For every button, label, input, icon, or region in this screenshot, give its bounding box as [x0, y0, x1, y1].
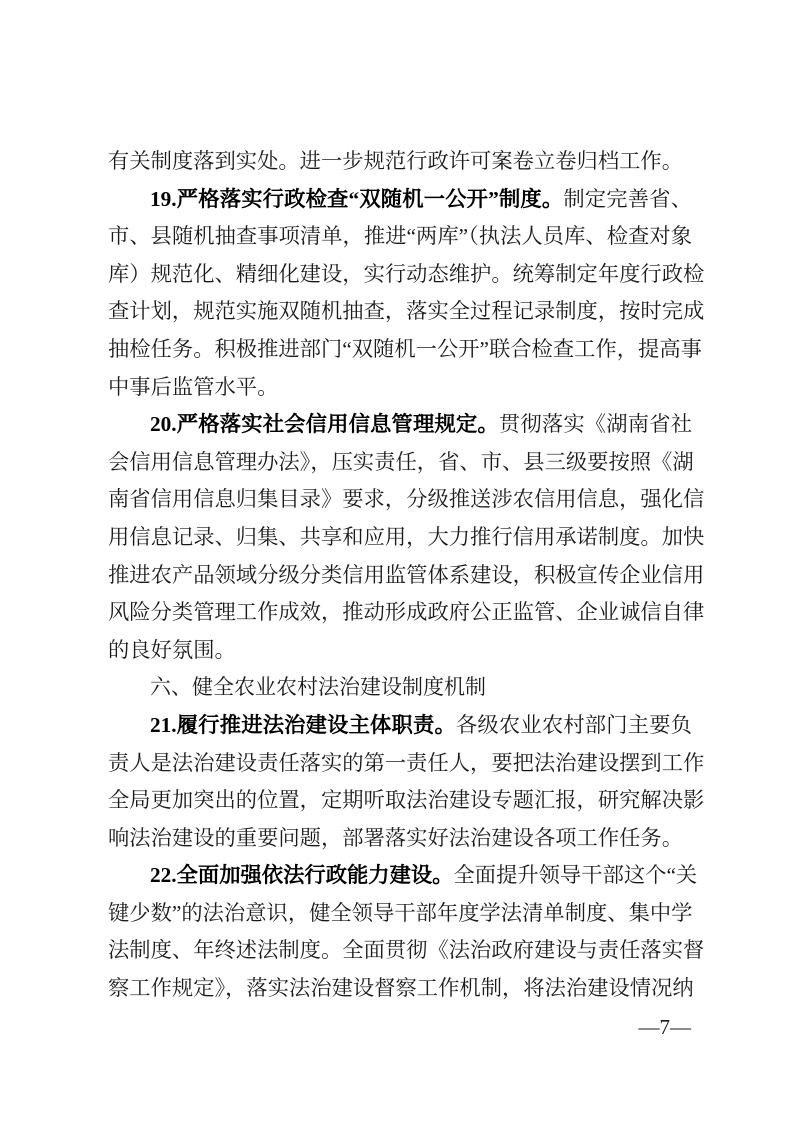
text-line	[108, 594, 705, 632]
line-text: 库）规范化、精细化建设，实行动态维护。统筹制定年度行政检	[108, 261, 705, 286]
item-title: 22.全面加强依法行政能力建设。	[150, 863, 454, 888]
text-line	[108, 820, 692, 858]
item-title: 19.严格落实行政检查“双随机一公开”制度。	[150, 186, 564, 211]
line-text: 用信息记录、归集、共享和应用，大力推行信用承诺制度。加快	[108, 524, 705, 549]
line-text: 察工作规定》，落实法治建设督察工作机制，将法治建设情况纳	[108, 976, 694, 1001]
line-text: 各级农业农村部门主要负	[455, 712, 692, 737]
section-heading	[108, 669, 692, 707]
line-text: 会信用信息管理办法》，压实责任，省、市、县三级要按照《湖	[108, 449, 694, 474]
text-line	[108, 707, 692, 745]
text-line	[108, 782, 705, 820]
text-line	[108, 256, 705, 294]
line-text: 风险分类管理工作成效，推动形成政府公正监管、企业诚信自律	[108, 600, 705, 625]
text-line	[108, 632, 692, 670]
text-line	[108, 181, 692, 219]
line-text: 键少数”的法治意识，健全领导干部年度学法清单制度、集中学	[108, 900, 693, 925]
text-line	[108, 143, 692, 181]
line-text: 制定完善省、	[563, 186, 692, 211]
line-text: 法制度、年终述法制度。全面贯彻《法治政府建设与责任落实督	[108, 938, 705, 963]
line-text: 有关制度落到实处。进一步规范行政许可案卷立卷归档工作。	[108, 149, 684, 173]
document-body	[108, 143, 705, 1008]
text-line	[108, 444, 692, 482]
text-line	[108, 481, 705, 519]
text-line	[108, 932, 705, 970]
text-line	[108, 331, 702, 369]
text-line	[108, 895, 692, 933]
line-text: 响法治建设的重要问题，部署落实好法治建设各项工作任务。	[108, 825, 684, 850]
line-text: 全局更加突出的位置，定期听取法治建设专题汇报，研究解决影	[108, 788, 705, 813]
item-title: 20.严格落实社会信用信息管理规定。	[150, 412, 499, 437]
line-text: 中事后监管水平。	[108, 374, 279, 399]
text-line	[108, 745, 705, 783]
text-line	[108, 369, 692, 407]
text-line	[108, 406, 692, 444]
line-text: 市、县随机抽查事项清单，推进“两库”（执法人员库、检查对象	[108, 224, 692, 249]
page-number: —7—	[638, 1015, 691, 1039]
line-text: 责人是法治建设责任落实的第一责任人，要把法治建设摆到工作	[108, 750, 705, 775]
text-line	[108, 970, 692, 1008]
line-text: 的良好氛围。	[108, 637, 236, 662]
text-line	[108, 519, 705, 557]
text-line	[108, 293, 705, 331]
text-line	[108, 218, 692, 256]
text-line	[108, 857, 698, 895]
line-text: 抽检任务。积极推进部门“双随机一公开”联合检查工作，提高事	[108, 336, 702, 361]
line-text: 推进农产品领域分级分类信用监管体系建设，积极宣传企业信用	[108, 562, 705, 587]
line-text: 查计划，规范实施双随机抽查，落实全过程记录制度，按时完成	[108, 299, 705, 324]
line-text: 六、健全农业农村法治建设制度机制	[150, 675, 486, 700]
line-text: 全面提升领导干部这个“关	[453, 863, 698, 888]
line-text: 南省信用信息归集目录》要求，分级推送涉农信用信息，强化信	[108, 487, 705, 512]
item-title: 21.履行推进法治建设主体职责。	[150, 712, 456, 737]
text-line	[108, 557, 705, 595]
line-text: 贯彻落实《湖南省社	[498, 412, 692, 437]
